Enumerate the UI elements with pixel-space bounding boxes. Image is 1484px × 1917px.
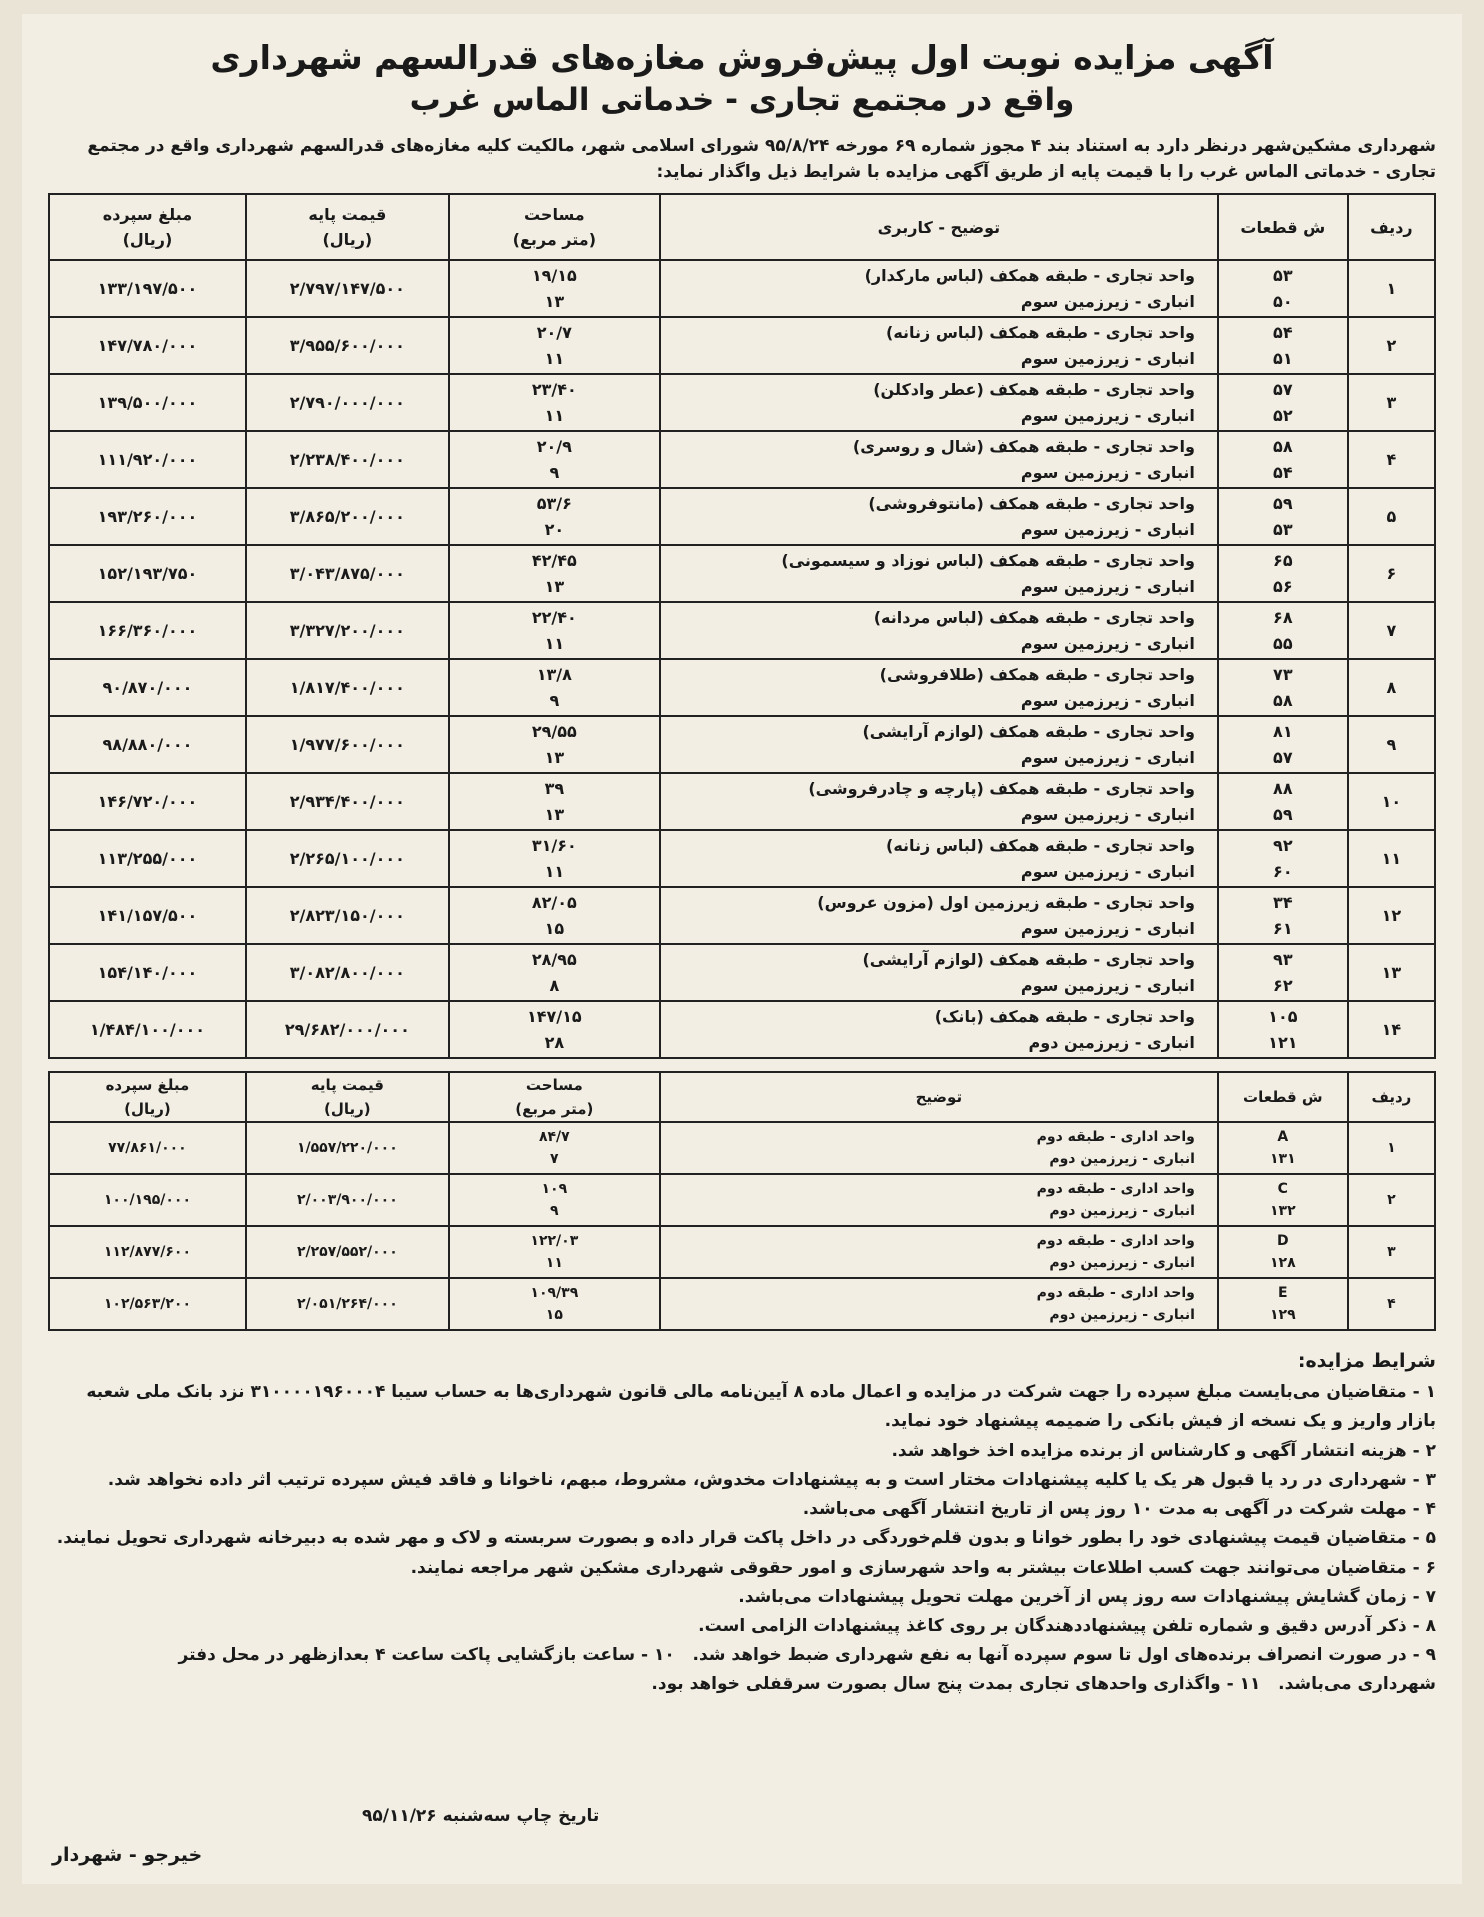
- unit-description: واحد اداری - طبقه دوم انباری - زیرزمین دوم: [660, 1174, 1218, 1226]
- parcel-numbers: ۵۸ ۵۴: [1218, 431, 1348, 488]
- intro-paragraph: شهرداری مشکین‌شهر درنظر دارد به استناد بند ۴ مجوز شماره ۶۹ مورخه ۹۵/۸/۲۴ شورای اسلامی شهر، مالکیت کلیه مغازه‌های قدرالسهم شهرداری واقع در مجتمع تجاری - خدماتی الماس غرب را با قیمت پایه از طریق آگهی مزایده با شرایط ذیل واگذار نماید:: [87, 135, 1436, 183]
- base-price: ۲/۹۳۴/۴۰۰/۰۰۰: [246, 773, 449, 830]
- condition-6: ۶ - متقاضیان می‌توانند جهت کسب اطلاعات بیشتر به واحد شهرسازی و امور حقوقی شهرداری مشکین شهر مراجعه نمایند.: [410, 1557, 1436, 1578]
- notice-title-line2: واقع در مجتمع تجاری - خدماتی الماس غرب: [409, 81, 1075, 118]
- base-price: ۲/۷۹۰/۰۰۰/۰۰۰: [246, 374, 449, 431]
- commercial-units-table: [48, 193, 1436, 1059]
- deposit-amount: ۱۳۹/۵۰۰/۰۰۰: [49, 374, 246, 431]
- unit-description: واحد اداری - طبقه دوم انباری - زیرزمین دوم: [660, 1122, 1218, 1174]
- parcel-numbers: ۹۲ ۶۰: [1218, 830, 1348, 887]
- row-number: ۱۰: [1348, 773, 1435, 830]
- row-number: ۹: [1348, 716, 1435, 773]
- condition-9: ۹ - در صورت انصراف برنده‌های اول تا سوم سپرده آنها به نفع شهرداری ضبط خواهد شد.: [692, 1645, 1436, 1666]
- unit-area: ۴۲/۴۵ ۱۳: [449, 545, 660, 602]
- condition-10-11: [48, 1670, 1436, 1699]
- base-price: ۱/۹۷۷/۶۰۰/۰۰۰: [246, 716, 449, 773]
- condition-4: ۴ - مهلت شرکت در آگهی به مدت ۱۰ روز پس از تاریخ انتشار آگهی می‌باشد.: [802, 1499, 1436, 1520]
- table-header-row: [49, 1072, 1435, 1122]
- deposit-amount: ۱۴۷/۷۸۰/۰۰۰: [49, 317, 246, 374]
- row-number: ۳: [1348, 1226, 1435, 1278]
- unit-area: ۵۳/۶ ۲۰: [449, 488, 660, 545]
- unit-description: واحد تجاری - طبقه زیرزمین اول (مزون عروس) انباری - زیرزمین سوم: [660, 887, 1218, 944]
- unit-description: واحد اداری - طبقه دوم انباری - زیرزمین دوم: [660, 1278, 1218, 1330]
- parcel-numbers: E ۱۲۹: [1218, 1278, 1348, 1330]
- unit-area: ۱۹/۱۵ ۱۳: [449, 260, 660, 317]
- base-price: ۳/۰۴۳/۸۷۵/۰۰۰: [246, 545, 449, 602]
- condition-3: ۳ - شهرداری در رد یا قبول هر یک یا کلیه پیشنهادات مختار است و به پیشنهادات مخدوش، مشروط، مبهم، ناخوانا و فاقد فیش سپرده ترتیب اثر داده نخواهد شد.: [107, 1469, 1436, 1490]
- unit-area: ۸۴/۷ ۷: [449, 1122, 660, 1174]
- unit-description: واحد تجاری - طبقه همکف (مانتوفروشی) انباری - زیرزمین سوم: [660, 488, 1218, 545]
- base-price: ۳/۹۵۵/۶۰۰/۰۰۰: [246, 317, 449, 374]
- table-row: [49, 1278, 1435, 1330]
- unit-area: ۲۹/۵۵ ۱۳: [449, 716, 660, 773]
- header-row-number: ردیف: [1348, 1072, 1435, 1122]
- parcel-numbers: ۱۰۵ ۱۲۱: [1218, 1001, 1348, 1058]
- base-price: ۳/۸۶۵/۲۰۰/۰۰۰: [246, 488, 449, 545]
- condition-7: ۷ - زمان گشایش پیشنهادات سه روز پس از آخرین مهلت تحویل پیشنهادات می‌باشد.: [738, 1586, 1436, 1607]
- conditions-title: شرایط مزایده:: [1297, 1350, 1436, 1373]
- row-number: ۱۳: [1348, 944, 1435, 1001]
- unit-description: واحد تجاری - طبقه همکف (لباس مارکدار) انباری - زیرزمین سوم: [660, 260, 1218, 317]
- condition-2: ۲ - هزینه انتشار آگهی و کارشناس از برنده مزایده اخذ خواهد شد.: [891, 1440, 1436, 1461]
- base-price: ۲/۲۵۷/۵۵۲/۰۰۰: [246, 1226, 449, 1278]
- unit-area: ۲۲/۴۰ ۱۱: [449, 602, 660, 659]
- base-price: ۳/۰۸۲/۸۰۰/۰۰۰: [246, 944, 449, 1001]
- parcel-numbers: A ۱۳۱: [1218, 1122, 1348, 1174]
- table-row: [49, 773, 1435, 830]
- office-units-table: [48, 1071, 1436, 1331]
- row-number: ۱: [1348, 260, 1435, 317]
- parcel-numbers: ۵۷ ۵۲: [1218, 374, 1348, 431]
- row-number: ۴: [1348, 431, 1435, 488]
- deposit-amount: ۱۱۳/۲۵۵/۰۰۰: [49, 830, 246, 887]
- deposit-amount: ۱۱۲/۸۷۷/۶۰۰: [49, 1226, 246, 1278]
- unit-area: ۸۲/۰۵ ۱۵: [449, 887, 660, 944]
- header-row-number: ردیف: [1348, 194, 1435, 260]
- base-price: ۳/۳۲۷/۲۰۰/۰۰۰: [246, 602, 449, 659]
- deposit-amount: ۱۰۲/۵۶۳/۲۰۰: [49, 1278, 246, 1330]
- parcel-numbers: ۸۸ ۵۹: [1218, 773, 1348, 830]
- base-price: ۲۹/۶۸۲/۰۰۰/۰۰۰: [246, 1001, 449, 1058]
- table-row: [49, 716, 1435, 773]
- base-price: ۱/۵۵۷/۲۲۰/۰۰۰: [246, 1122, 449, 1174]
- deposit-amount: ۱۳۳/۱۹۷/۵۰۰: [49, 260, 246, 317]
- unit-area: ۲۰/۹ ۹: [449, 431, 660, 488]
- deposit-amount: ۱۴۱/۱۵۷/۵۰۰: [49, 887, 246, 944]
- parcel-numbers: ۸۱ ۵۷: [1218, 716, 1348, 773]
- print-date: تاریخ چاپ سه‌شنبه ۹۵/۱۱/۲۶: [362, 1806, 600, 1826]
- header-deposit: مبلغ سپرده (ریال): [49, 194, 246, 260]
- unit-area: ۳۱/۶۰ ۱۱: [449, 830, 660, 887]
- condition-11: ۱۱ - واگذاری واحدهای تجاری بمدت پنج سال بصورت سرقفلی خواهد بود.: [651, 1674, 1261, 1695]
- row-number: ۸: [1348, 659, 1435, 716]
- deposit-amount: ۱۱۱/۹۲۰/۰۰۰: [49, 431, 246, 488]
- unit-description: واحد اداری - طبقه دوم انباری - زیرزمین دوم: [660, 1226, 1218, 1278]
- table-row: [49, 317, 1435, 374]
- deposit-amount: ۱۹۳/۲۶۰/۰۰۰: [49, 488, 246, 545]
- row-number: ۱۲: [1348, 887, 1435, 944]
- unit-area: ۲۰/۷ ۱۱: [449, 317, 660, 374]
- parcel-numbers: ۳۴ ۶۱: [1218, 887, 1348, 944]
- row-number: ۱: [1348, 1122, 1435, 1174]
- header-base-price: قیمت پایه (ریال): [246, 194, 449, 260]
- auction-notice-page: [22, 14, 1462, 1884]
- base-price: ۲/۸۲۳/۱۵۰/۰۰۰: [246, 887, 449, 944]
- unit-description: واحد تجاری - طبقه همکف (لوازم آرایشی) انباری - زیرزمین سوم: [660, 716, 1218, 773]
- base-price: ۲/۷۹۷/۱۴۷/۵۰۰: [246, 260, 449, 317]
- parcel-numbers: ۵۳ ۵۰: [1218, 260, 1348, 317]
- unit-area: ۱۰۹ ۹: [449, 1174, 660, 1226]
- unit-area: ۲۳/۴۰ ۱۱: [449, 374, 660, 431]
- parcel-numbers: ۶۵ ۵۶: [1218, 545, 1348, 602]
- unit-area: ۱۴۷/۱۵ ۲۸: [449, 1001, 660, 1058]
- row-number: ۱۱: [1348, 830, 1435, 887]
- table-row: [49, 260, 1435, 317]
- unit-area: ۲۸/۹۵ ۸: [449, 944, 660, 1001]
- parcel-numbers: ۵۴ ۵۱: [1218, 317, 1348, 374]
- unit-description: واحد تجاری - طبقه همکف (لباس زنانه) انباری - زیرزمین سوم: [660, 830, 1218, 887]
- unit-description: واحد تجاری - طبقه همکف (پارچه و چادرفروشی) انباری - زیرزمین سوم: [660, 773, 1218, 830]
- table-row: [49, 659, 1435, 716]
- condition-9-10: [48, 1641, 1436, 1670]
- unit-description: واحد تجاری - طبقه همکف (لباس مردانه) انباری - زیرزمین سوم: [660, 602, 1218, 659]
- header-description: توضیح - کاربری: [660, 194, 1218, 260]
- parcel-numbers: ۵۹ ۵۳: [1218, 488, 1348, 545]
- parcel-numbers: D ۱۲۸: [1218, 1226, 1348, 1278]
- unit-description: واحد تجاری - طبقه همکف (بانک) انباری - زیرزمین دوم: [660, 1001, 1218, 1058]
- table-row: [49, 944, 1435, 1001]
- unit-area: ۱۳/۸ ۹: [449, 659, 660, 716]
- parcel-numbers: C ۱۳۲: [1218, 1174, 1348, 1226]
- table-row: [49, 1001, 1435, 1058]
- table-row: [49, 431, 1435, 488]
- condition-10: ۱۰ - ساعت بازگشایی پاکت ساعت ۴ بعدازظهر در محل دفتر: [178, 1645, 675, 1666]
- condition-1: ۱ - متقاضیان می‌بایست مبلغ سپرده را جهت شرکت در مزایده و اعمال ماده ۸ آیین‌نامه مالی قانون شهرداری‌ها به حساب سیبا ۳۱۰۰۰۰۱۹۶۰۰۰۴ نزد بانک ملی شعبه بازار واریز و یک نسخه از فیش بانکی را ضمیمه پیشنهاد خود نماید.: [86, 1382, 1436, 1432]
- header-deposit: مبلغ سپرده (ریال): [49, 1072, 246, 1122]
- table-row: [49, 545, 1435, 602]
- condition-10-end: شهرداری می‌باشد.: [1278, 1674, 1436, 1695]
- table-row: [49, 830, 1435, 887]
- row-number: ۶: [1348, 545, 1435, 602]
- row-number: ۳: [1348, 374, 1435, 431]
- table-row: [49, 374, 1435, 431]
- deposit-amount: ۱۶۶/۳۶۰/۰۰۰: [49, 602, 246, 659]
- base-price: ۲/۲۳۸/۴۰۰/۰۰۰: [246, 431, 449, 488]
- table-row: [49, 1122, 1435, 1174]
- row-number: ۲: [1348, 317, 1435, 374]
- deposit-amount: ۹۰/۸۷۰/۰۰۰: [49, 659, 246, 716]
- auction-conditions: [48, 1345, 1436, 1699]
- header-area: مساحت (متر مربع): [449, 1072, 660, 1122]
- parcel-numbers: ۹۳ ۶۲: [1218, 944, 1348, 1001]
- row-number: ۵: [1348, 488, 1435, 545]
- base-price: ۲/۰۵۱/۲۶۴/۰۰۰: [246, 1278, 449, 1330]
- deposit-amount: ۱۴۶/۷۲۰/۰۰۰: [49, 773, 246, 830]
- deposit-amount: ۹۸/۸۸۰/۰۰۰: [49, 716, 246, 773]
- row-number: ۷: [1348, 602, 1435, 659]
- unit-description: واحد تجاری - طبقه همکف (عطر وادکلن) انباری - زیرزمین سوم: [660, 374, 1218, 431]
- row-number: ۴: [1348, 1278, 1435, 1330]
- header-description: توضیح: [660, 1072, 1218, 1122]
- table-header-row: [49, 194, 1435, 260]
- row-number: ۱۴: [1348, 1001, 1435, 1058]
- parcel-numbers: ۷۳ ۵۸: [1218, 659, 1348, 716]
- header-parcel: ش قطعات: [1218, 1072, 1348, 1122]
- base-price: ۲/۰۰۳/۹۰۰/۰۰۰: [246, 1174, 449, 1226]
- table-row: [49, 887, 1435, 944]
- unit-description: واحد تجاری - طبقه همکف (طلافروشی) انباری - زیرزمین سوم: [660, 659, 1218, 716]
- table-row: [49, 602, 1435, 659]
- unit-area: ۱۰۹/۳۹ ۱۵: [449, 1278, 660, 1330]
- header-area: مساحت (متر مربع): [449, 194, 660, 260]
- unit-description: واحد تجاری - طبقه همکف (شال و روسری) انباری - زیرزمین سوم: [660, 431, 1218, 488]
- header-parcel: ش قطعات: [1218, 194, 1348, 260]
- unit-area: ۳۹ ۱۳: [449, 773, 660, 830]
- deposit-amount: ۱۰۰/۱۹۵/۰۰۰: [49, 1174, 246, 1226]
- parcel-numbers: ۶۸ ۵۵: [1218, 602, 1348, 659]
- base-price: ۱/۸۱۷/۴۰۰/۰۰۰: [246, 659, 449, 716]
- table-row: [49, 1226, 1435, 1278]
- header-base-price: قیمت پایه (ریال): [246, 1072, 449, 1122]
- unit-description: واحد تجاری - طبقه همکف (لباس زنانه) انباری - زیرزمین سوم: [660, 317, 1218, 374]
- condition-5: ۵ - متقاضیان قیمت پیشنهادی خود را بطور خوانا و بدون قلم‌خوردگی در داخل پاکت قرار داده و بصورت سربسته و لاک و مهر شده به دبیرخانه شهرداری تحویل نمایند.: [56, 1528, 1436, 1549]
- signer-name: خیرجو - شهردار: [52, 1844, 203, 1866]
- unit-area: ۱۲۲/۰۳ ۱۱: [449, 1226, 660, 1278]
- table-row: [49, 1174, 1435, 1226]
- deposit-amount: ۱۵۴/۱۴۰/۰۰۰: [49, 944, 246, 1001]
- row-number: ۲: [1348, 1174, 1435, 1226]
- condition-8: ۸ - ذکر آدرس دقیق و شماره تلفن پیشنهاددهندگان بر روی کاغذ پیشنهادات الزامی است.: [698, 1616, 1436, 1637]
- deposit-amount: ۱۵۲/۱۹۳/۷۵۰: [49, 545, 246, 602]
- table-row: [49, 488, 1435, 545]
- base-price: ۲/۲۶۵/۱۰۰/۰۰۰: [246, 830, 449, 887]
- deposit-amount: ۷۷/۸۶۱/۰۰۰: [49, 1122, 246, 1174]
- unit-description: واحد تجاری - طبقه همکف (لوازم آرایشی) انباری - زیرزمین سوم: [660, 944, 1218, 1001]
- unit-description: واحد تجاری - طبقه همکف (لباس نوزاد و سیسمونی) انباری - زیرزمین سوم: [660, 545, 1218, 602]
- deposit-amount: ۱/۴۸۴/۱۰۰/۰۰۰: [49, 1001, 246, 1058]
- notice-title-line1: آگهی مزایده نوبت اول پیش‌فروش مغازه‌های قدرالسهم شهرداری: [210, 38, 1274, 77]
